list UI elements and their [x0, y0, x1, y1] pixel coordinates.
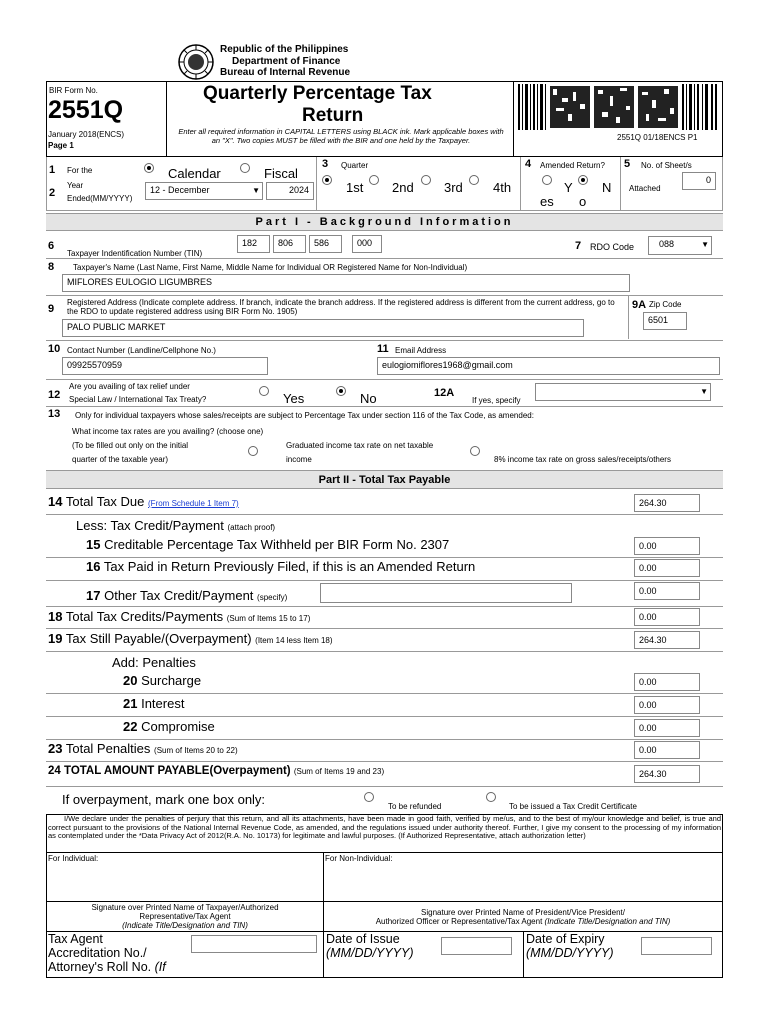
- sheets-label: No. of Sheet/s: [641, 161, 692, 170]
- tcc-radio[interactable]: [486, 792, 496, 802]
- sig-non-line3: (Indicate Title/Designation and TIN): [544, 917, 671, 926]
- item16-number: 16: [86, 559, 101, 574]
- item17-amount[interactable]: 0.00: [634, 582, 700, 600]
- item12-number: 12: [48, 389, 61, 401]
- relief-label-b: Special Law / International Tax Treaty?: [69, 395, 207, 404]
- name-label: Taxpayer's Name (Last Name, First Name, Middle Name for Individual OR Registered Name for Non-Individual): [73, 263, 468, 272]
- tin-segment-4-value: 000: [357, 238, 373, 248]
- date-issue-line1: Date of Issue: [326, 932, 400, 946]
- taxpayer-name-value: MIFLORES EULOGIO LIGUMBRES: [67, 277, 213, 287]
- calendar-radio[interactable]: [144, 163, 154, 173]
- month-select-value: 12 - December: [150, 185, 210, 195]
- item4-number: 4: [525, 158, 532, 170]
- declaration-text: I/We declare under the penalties of perjury that this return, and all its attachments, have been made in good faith, verified by me/us, and to the best of my/our knowledge and belief, is true and correct pursuant to the provisions of the National Internal Revenue Code, as amended, and the regulations issued under authority thereof. Further, I give my consent to the processing of my information as contemplated under the *Data Privacy Act of 2012(R.A. No. 10173) for legitimate and lawful purposes. (If Authorized Representative, attach authorization letter): [48, 814, 721, 841]
- chevron-down-icon: ▼: [252, 186, 260, 195]
- tax-agent-line2: Accreditation No./: [48, 946, 147, 960]
- item18-note: (Sum of Items 15 to 17): [226, 614, 311, 623]
- calendar-label: Calendar: [168, 166, 221, 181]
- item5-number: 5: [624, 158, 631, 170]
- fiscal-radio[interactable]: [240, 163, 250, 173]
- date-expiry-line2: (MM/DD/YYYY): [526, 946, 614, 960]
- item24-row: [48, 765, 384, 777]
- item17-number: 17: [86, 588, 101, 603]
- tax-agent-line1: Tax Agent: [48, 932, 103, 946]
- relief-no-radio[interactable]: [336, 386, 346, 396]
- amended-yes-label-b: es: [540, 194, 554, 209]
- amended-label: Amended Return?: [540, 161, 605, 170]
- overpayment-label: If overpayment, mark one box only:: [62, 792, 266, 807]
- item13-number: 13: [48, 408, 61, 420]
- tin-label: Taxpayer Indentification Number (TIN): [67, 249, 203, 258]
- item23-note: (Sum of Items 20 to 22): [154, 746, 238, 755]
- item19-note: (Item 14 less Item 18): [255, 636, 333, 645]
- header-bureau: Bureau of Internal Revenue: [220, 67, 351, 78]
- item18-row: [48, 609, 310, 624]
- item23-row: [48, 741, 238, 756]
- individual-signature-caption: [47, 903, 323, 930]
- sig-non-line1: Signature over Printed Name of President/Vice President/: [421, 908, 625, 917]
- form-title-line2: Return: [302, 105, 364, 126]
- date-issue-label: [326, 932, 414, 960]
- email-value: eulogiomiflores1968@gmail.com: [382, 360, 513, 370]
- quarter-2nd-radio[interactable]: [369, 175, 379, 185]
- sheets-input[interactable]: [682, 172, 716, 190]
- sheets-input-value: 0: [705, 175, 711, 185]
- sig-non-line2-text: Authorized Officer or Representative/Tax Agent: [375, 917, 543, 926]
- item14-number: 14: [48, 494, 63, 509]
- item22-label: Compromise: [141, 719, 215, 734]
- item24-label: TOTAL AMOUNT PAYABLE(Overpayment): [64, 765, 291, 777]
- tax-agent-line4: (If: [154, 960, 166, 974]
- item15-amount[interactable]: 0.00: [634, 537, 700, 555]
- item20-number: 20: [123, 673, 138, 688]
- quarter-1st-radio[interactable]: [322, 175, 332, 185]
- item23-label: Total Penalties: [65, 741, 151, 756]
- quarter-2nd-label: 2nd: [392, 180, 414, 195]
- quarter-label: Quarter: [341, 161, 369, 170]
- item24-number: 24: [48, 765, 61, 777]
- tax-agent-line3: Attorney's Roll No.: [48, 960, 152, 974]
- chevron-down-icon: ▼: [700, 387, 708, 396]
- item6-number: 6: [48, 240, 55, 252]
- tin-segment-4[interactable]: [352, 235, 382, 253]
- item21-row: [123, 696, 184, 711]
- item22-number: 22: [123, 719, 138, 734]
- header-department: Department of Finance: [232, 56, 341, 67]
- item14-row: [48, 494, 239, 509]
- quarter-1st-label: 1st: [346, 180, 364, 195]
- quarter-4th-radio[interactable]: [469, 175, 479, 185]
- sig-ind-line3: (Indicate Title/Designation and TIN): [122, 921, 248, 930]
- tin-segment-2-value: 806: [278, 238, 294, 248]
- rates-note-b: quarter of the taxable year): [72, 455, 169, 464]
- rates-note-a: (To be filled out only on the initial: [72, 441, 189, 450]
- relief-specify-select[interactable]: [535, 383, 711, 401]
- year-input[interactable]: [266, 182, 314, 200]
- email-label: Email Address: [395, 346, 447, 355]
- item14-amount[interactable]: 264.30: [634, 494, 700, 512]
- rdo-select[interactable]: [648, 236, 712, 255]
- registered-address-value: PALO PUBLIC MARKET: [67, 322, 166, 332]
- barcode-code: 2551Q 01/18ENCS P1: [617, 133, 698, 142]
- item24-note: (Sum of Items 19 and 23): [293, 767, 385, 776]
- item15-row: [86, 537, 449, 552]
- amended-no-label-b: o: [579, 194, 587, 209]
- item8-number: 8: [48, 261, 55, 273]
- item21-number: 21: [123, 696, 138, 711]
- item23-number: 23: [48, 741, 63, 756]
- refund-label: To be refunded: [388, 802, 442, 811]
- item24-amount[interactable]: 264.30: [634, 765, 700, 783]
- tin-segment-2[interactable]: [273, 235, 306, 253]
- item21-amount[interactable]: 0.00: [634, 696, 700, 714]
- graduated-rate-radio[interactable]: [248, 446, 258, 456]
- tcc-label: To be issued a Tax Credit Certificate: [509, 802, 637, 811]
- sig-ind-line2: Representative/Tax Agent: [139, 912, 231, 921]
- tax-agent-label: [48, 932, 166, 974]
- form-date: January 2018(ENCS): [48, 130, 125, 139]
- amended-no-label-a: N: [602, 180, 612, 195]
- taxpayer-name-input[interactable]: [62, 274, 630, 292]
- relief-yes-label: Yes: [283, 391, 305, 406]
- item15-label: Creditable Percentage Tax Withheld per BIR Form No. 2307: [104, 537, 450, 552]
- quarter-4th-label: 4th: [493, 180, 512, 195]
- eight-percent-radio[interactable]: [470, 446, 480, 456]
- attached-label: Attached: [629, 184, 661, 193]
- form-no-label: BIR Form No.: [49, 86, 98, 95]
- month-select[interactable]: [145, 182, 263, 200]
- individual-signature-area[interactable]: [47, 864, 323, 901]
- for-non-individual-label: For Non-Individual:: [325, 854, 393, 863]
- contact-label: Contact Number (Landline/Cellphone No.): [67, 346, 216, 355]
- refund-radio[interactable]: [364, 792, 374, 802]
- rates-question: What income tax rates are you availing? (choose one): [72, 427, 264, 436]
- address-label: Registered Address (Indicate complete address. If branch, indicate the branch address. If the registered address is different from the current address, go to the RDO to update registered address using BIR Form No. 1905): [67, 298, 615, 316]
- tin-segment-1[interactable]: [237, 235, 270, 253]
- relief-label-a: Are you availing of tax relief under: [69, 382, 190, 391]
- quarter-3rd-radio[interactable]: [421, 175, 431, 185]
- item17-specify-input[interactable]: [320, 583, 572, 603]
- item12a-number: 12A: [434, 387, 455, 399]
- item19-number: 19: [48, 631, 63, 646]
- item20-label: Surcharge: [141, 673, 202, 688]
- item20-row: [123, 673, 201, 688]
- item17-row: [86, 588, 287, 603]
- contact-number-value: 09925570959: [67, 360, 123, 370]
- item15-number: 15: [86, 537, 101, 552]
- date-expiry-input[interactable]: [641, 937, 712, 955]
- item21-label: Interest: [141, 696, 185, 711]
- item10-number: 10: [48, 343, 61, 355]
- bir-seal-logo: [178, 44, 214, 80]
- chevron-down-icon: ▼: [701, 240, 709, 249]
- header-republic: Republic of the Philippines: [220, 44, 349, 55]
- item18-label: Total Tax Credits/Payments: [65, 609, 224, 624]
- item19-label: Tax Still Payable/(Overpayment): [65, 631, 252, 646]
- year-input-value: 2024: [288, 185, 309, 195]
- form-title-line1: Quarterly Percentage Tax: [203, 83, 432, 104]
- item18-amount[interactable]: 0.00: [634, 608, 700, 626]
- sig-non-line2: [324, 917, 722, 926]
- item20-amount[interactable]: 0.00: [634, 673, 700, 691]
- date-expiry-label: [526, 932, 614, 960]
- barcode-image: [518, 84, 718, 130]
- less-note: (attach proof): [227, 523, 276, 532]
- tin-segment-3[interactable]: [309, 235, 342, 253]
- form-number: 2551Q: [48, 96, 124, 124]
- item19-row: [48, 631, 333, 646]
- part1-title: Part I - Background Information: [46, 213, 723, 231]
- amended-yes-label-a: Y: [564, 180, 573, 195]
- non-individual-signature-area[interactable]: [324, 864, 722, 901]
- item3-number: 3: [322, 158, 329, 170]
- item18-number: 18: [48, 609, 63, 624]
- schedule1-link[interactable]: (From Schedule 1 Item 7): [148, 499, 239, 508]
- item1-label: For the: [67, 166, 93, 175]
- item2-number: 2: [49, 187, 56, 199]
- item22-amount[interactable]: 0.00: [634, 719, 700, 737]
- date-expiry-line1: Date of Expiry: [526, 932, 605, 946]
- item14-label: Total Tax Due: [65, 494, 145, 509]
- fiscal-label: Fiscal: [264, 166, 298, 181]
- for-individual-label: For Individual:: [48, 854, 99, 863]
- date-issue-line2: (MM/DD/YYYY): [326, 946, 414, 960]
- registered-address-input[interactable]: [62, 319, 584, 337]
- item17-label: Other Tax Credit/Payment: [104, 588, 254, 603]
- item16-amount[interactable]: 0.00: [634, 559, 700, 577]
- item9-number: 9: [48, 303, 55, 315]
- sig-ind-line1: Signature over Printed Name of Taxpayer/Authorized: [91, 903, 279, 912]
- form-instructions: Enter all required information in CAPITAL LETTERS using BLACK ink. Mark applicable boxes with an "X". Two copies MUST be filled with the BIR and one held by the Taxpayer.: [178, 127, 504, 145]
- item1-number: 1: [49, 164, 56, 176]
- less-label: Less: Tax Credit/Payment: [76, 518, 224, 533]
- tax-agent-input[interactable]: [191, 935, 317, 953]
- zip-code-input[interactable]: [643, 312, 687, 330]
- graduated-label-a: Graduated income tax rate on net taxable: [286, 441, 434, 450]
- tin-segment-1-value: 182: [242, 238, 258, 248]
- contact-number-input[interactable]: [62, 357, 268, 375]
- item16-row: [86, 559, 475, 574]
- email-input[interactable]: [377, 357, 720, 375]
- item17-note: (specify): [257, 593, 288, 602]
- amended-yes-radio[interactable]: [542, 175, 552, 185]
- rdo-select-value: 088: [659, 239, 675, 249]
- part2-title: Part II - Total Tax Payable: [46, 470, 723, 489]
- relief-yes-radio[interactable]: [259, 386, 269, 396]
- specify-label: If yes, specify: [472, 396, 521, 405]
- item19-amount[interactable]: 264.30: [634, 631, 700, 649]
- form-page: Page 1: [48, 141, 74, 150]
- item16-label: Tax Paid in Return Previously Filed, if this is an Amended Return: [103, 559, 476, 574]
- amended-no-radio[interactable]: [578, 175, 588, 185]
- zip-label: Zip Code: [649, 300, 682, 309]
- graduated-label-b: income: [286, 455, 312, 464]
- quarter-3rd-label: 3rd: [444, 180, 463, 195]
- item7-number: 7: [575, 240, 582, 252]
- non-individual-signature-caption: [324, 908, 722, 926]
- tax-agent-line3-wrap: [48, 960, 166, 974]
- item11-number: 11: [377, 343, 389, 355]
- tin-segment-3-value: 586: [314, 238, 330, 248]
- item13-label: Only for individual taxpayers whose sales/receipts are subject to Percentage Tax under section 116 of the Tax Code, as amended:: [75, 411, 534, 420]
- item22-row: [123, 719, 215, 734]
- penalties-label: Add: Penalties: [112, 655, 196, 670]
- item9a-number: 9A: [632, 299, 647, 311]
- item2-label-ended: Ended(MM/YYYY): [67, 194, 133, 203]
- less-row: [76, 518, 275, 533]
- zip-code-value: 6501: [648, 315, 669, 325]
- eight-percent-label: 8% income tax rate on gross sales/receipts/others: [494, 455, 671, 464]
- item23-amount[interactable]: 0.00: [634, 741, 700, 759]
- date-issue-input[interactable]: [441, 937, 512, 955]
- rdo-label: RDO Code: [590, 242, 635, 252]
- item2-label-year: Year: [67, 181, 84, 190]
- relief-no-label: No: [360, 391, 377, 406]
